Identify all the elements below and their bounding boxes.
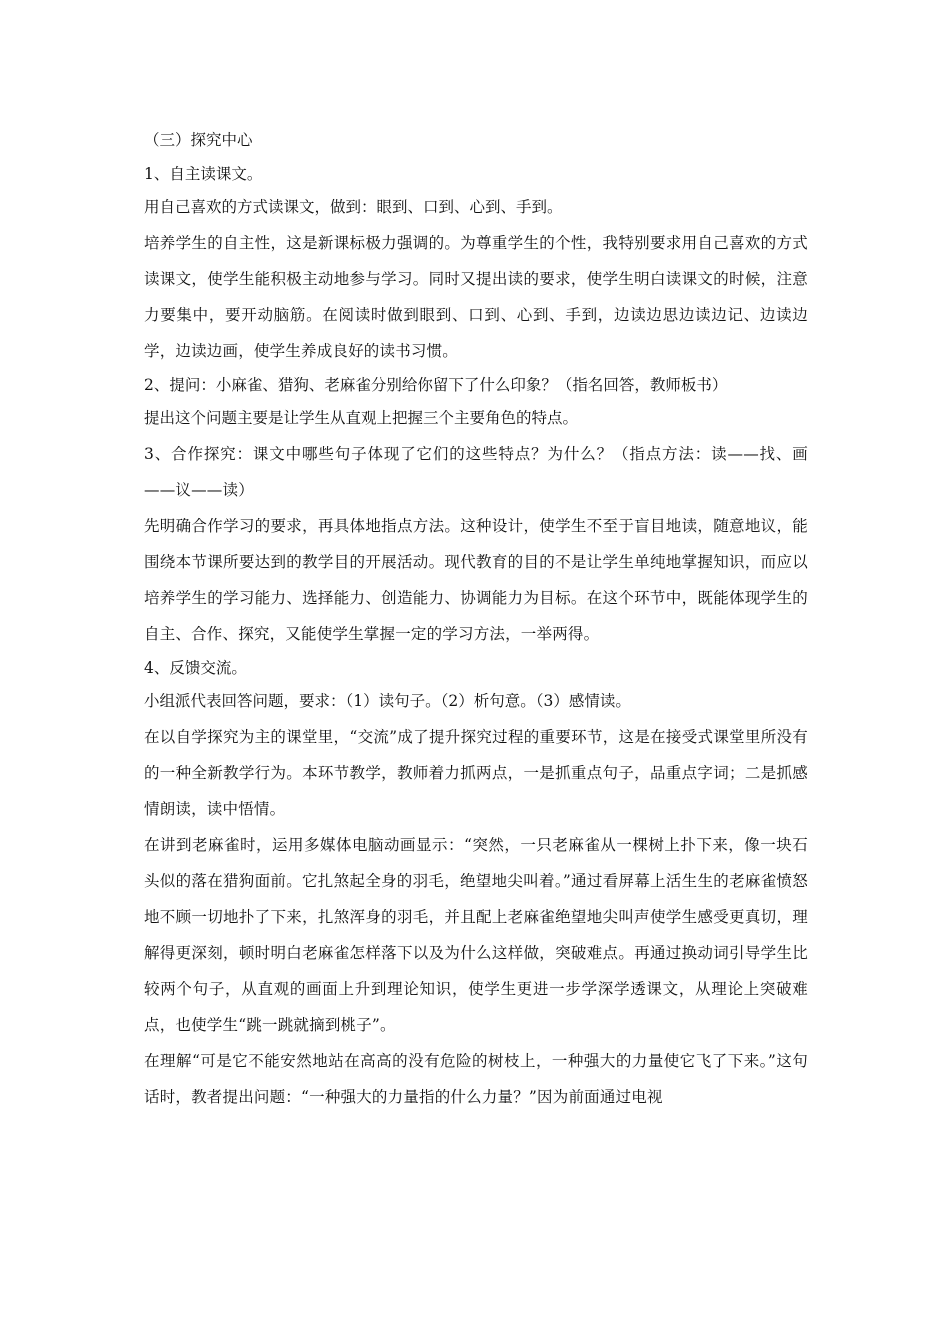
paragraph-cooperation: 先明确合作学习的要求，再具体地指点方法。这种设计，使学生不至于盲目地读，随意地议，能围绕本节课所要达到的教学目的开展活动。现代教育的目的不是让学生单纯地掌握知识，而应以培养学生的学习能力、选择能力、创造能力、协调能力为目标。在这个环节中，既能体现学生的自主、合作、探究，又能使学生掌握一定的学习方法，一举两得。 — [144, 516, 808, 643]
list-item-1: 1、自主读课文。 — [144, 164, 263, 183]
paragraph-old-sparrow: 在讲到老麻雀时，运用多媒体电脑动画显示：“突然，一只老麻雀从一棵树上扑下来，像一块石头似的落在猎狗面前。它扎煞起全身的羽毛，绝望地尖叫着。”通过看屏幕上活生生的老麻雀愤怒地不顾一切地扑了下来，扎煞浑身的羽毛，并且配上老麻雀绝望地尖叫声使学生感受更真切，理解得更深刻，顿时明白老麻雀怎样落下以及为什么这样做，突破难点。再通过换动词引导学生比较两个句子，从直观的画面上升到理论知识，使学生更进一步学深学透课文，从理论上突破难点，也使学生“跳一跳就摘到桃子”。 — [144, 835, 808, 1034]
list-item-4: 4、反馈交流。 — [144, 658, 247, 677]
question-purpose-line: 提出这个问题主要是让学生从直观上把握三个主要角色的特点。 — [144, 409, 579, 427]
group-requirements-line: 小组派代表回答问题，要求：（1）读句子。（2）析句意。（3）感情读。 — [144, 692, 631, 710]
section-heading: （三）探究中心 — [144, 131, 253, 149]
paragraph-autonomy: 培养学生的自主性，这是新课标极力强调的。为尊重学生的个性，我特别要求用自己喜欢的方式读课文，使学生能积极主动地参与学习。同时又提出读的要求，使学生明白读课文的时候，注意力要集中，要开动脑筋。在阅读时做到眼到、口到、心到、手到，边读边思边读边记、边读边学，边读边画，使学生养成良好的读书习惯。 — [144, 233, 808, 360]
document-page — [144, 124, 808, 1115]
list-item-3: 3、合作探究：课文中哪些句子体现了它们的这些特点？为什么？（指点方法：读——找、画——议——读） — [144, 444, 808, 499]
list-item-2: 2、提问：小麻雀、猎狗、老麻雀分别给你留下了什么印象？（指名回答，教师板书） — [144, 375, 728, 394]
paragraph-strong-force: 在理解“可是它不能安然地站在高高的没有危险的树枝上，一种强大的力量使它飞了下来。”这句话时，教者提出问题：“一种强大的力量指的什么力量？”因为前面通过电视 — [144, 1051, 808, 1106]
paragraph-exchange: 在以自学探究为主的课堂里，“交流”成了提升探究过程的重要环节，这是在接受式课堂里所没有的一种全新教学行为。本环节教学，教师着力抓两点，一是抓重点句子，品重点字词；二是抓感情朗读，读中悟情。 — [144, 727, 808, 818]
instruction-line: 用自己喜欢的方式读课文，做到：眼到、口到、心到、手到。 — [144, 198, 563, 216]
